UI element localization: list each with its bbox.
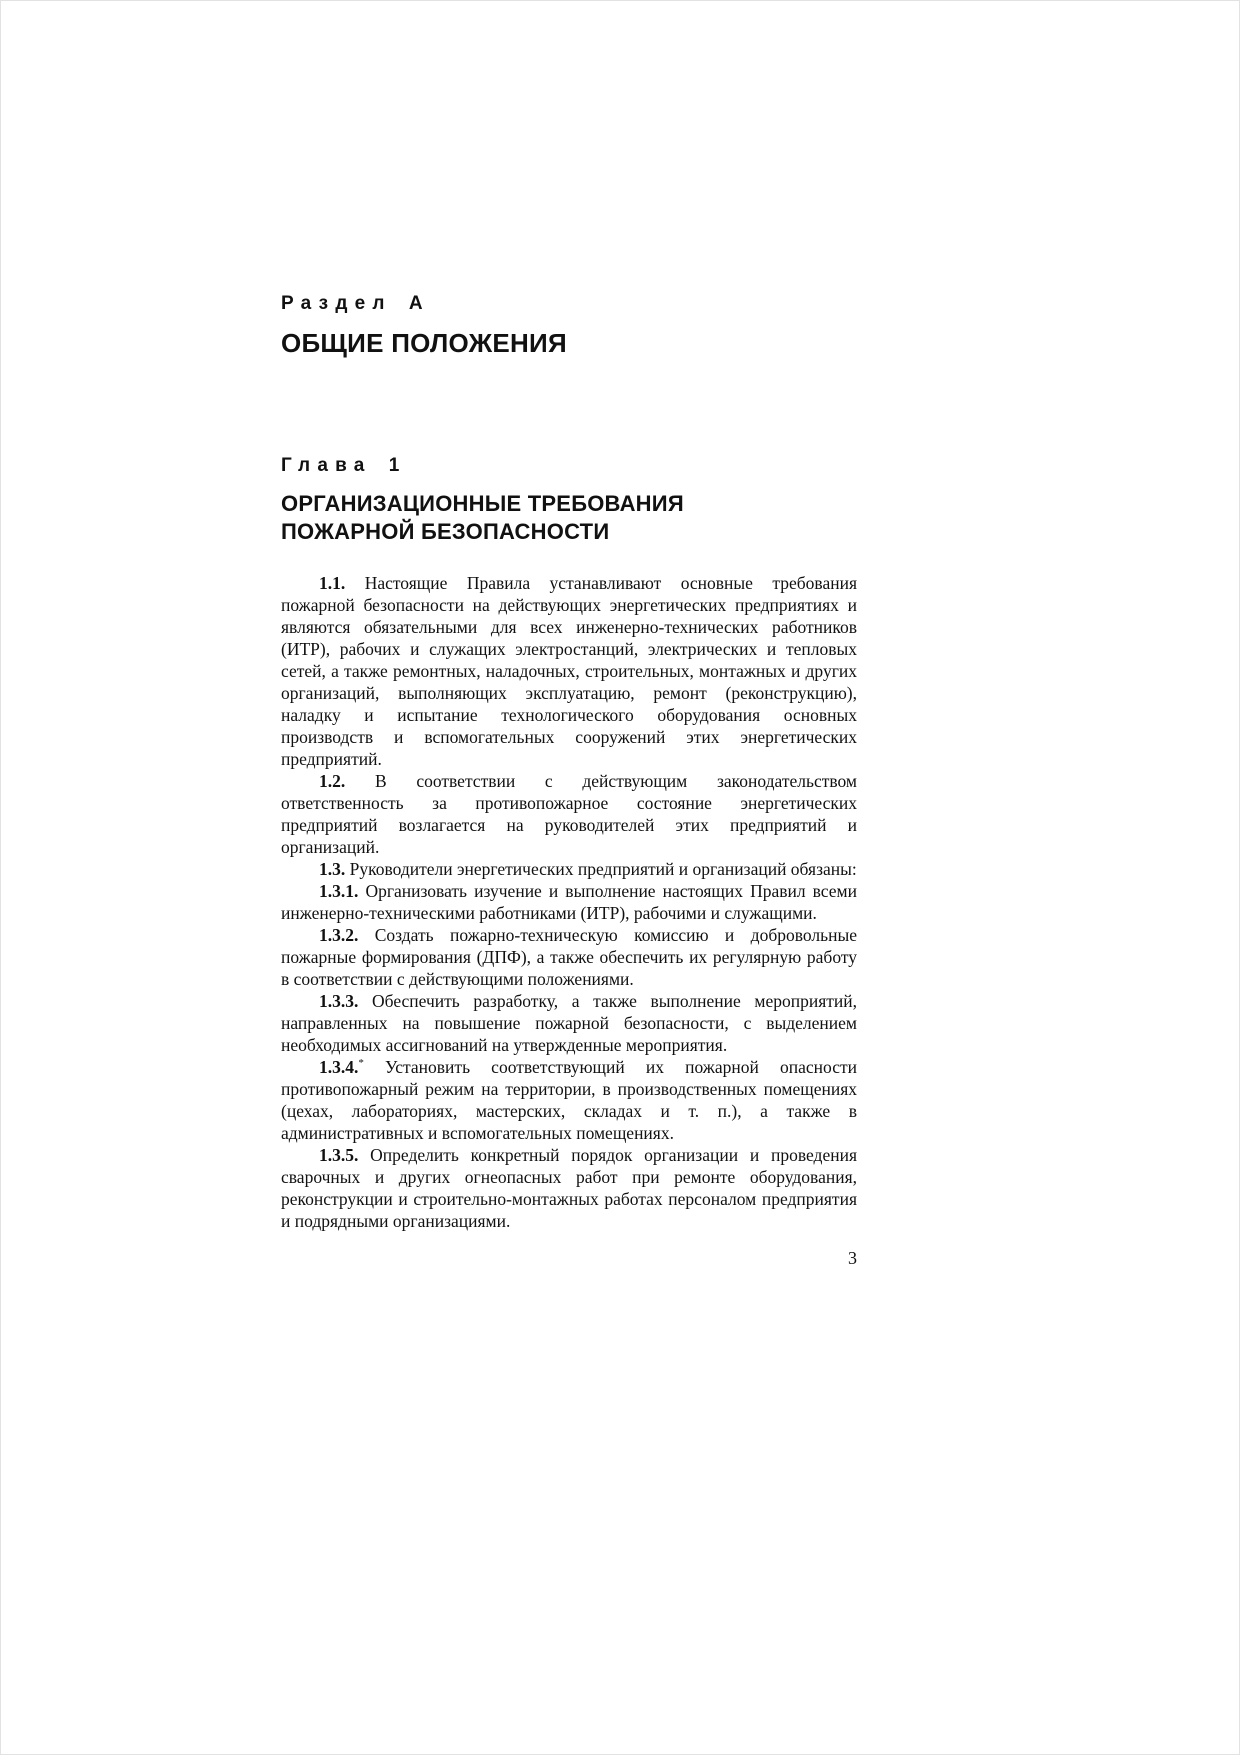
paragraph-text: Установить соответствующий их пожарной опасности противопожарный режим на территории, в производственных помещениях (цехах, лабораториях, мастерских, складах и т. п.), а также в административных и вспомогательных помещениях. — [281, 1057, 857, 1143]
paragraph-number: 1.3.3. — [319, 991, 359, 1011]
page-number: 3 — [848, 1248, 857, 1268]
chapter-title-line-1: ОРГАНИЗАЦИОННЫЕ ТРЕБОВАНИЯ — [281, 491, 684, 516]
paragraph-text: Обеспечить разработку, а также выполнение мероприятий, направленных на повышение пожарной безопасности, с выделением необходимых ассигнований на утвержденные мероприятия. — [281, 991, 858, 1055]
paragraph-text: Организовать изучение и выполнение настоящих Правил всеми инженерно-техническими работниками (ИТР), рабочими и служащими. — [281, 881, 857, 923]
paragraph-1-3 — [281, 858, 857, 880]
section-title: ОБЩИЕ ПОЛОЖЕНИЯ — [281, 328, 567, 358]
chapter-heading — [281, 455, 857, 546]
paragraph-number: 1.3.5. — [319, 1145, 359, 1165]
paragraph-number: 1.1. — [319, 573, 346, 593]
chapter-title — [281, 490, 857, 546]
chapter-kicker: Глава 1 — [281, 455, 407, 476]
paragraph-text: Определить конкретный порядок организации и проведения сварочных и других огнеопасных работ при ремонте оборудования, реконструкции и строительно-монтажных работах персоналом предприятия и подрядными организациями. — [281, 1145, 857, 1231]
paragraph-text: Руководители энергетических предприятий и организаций обязаны: — [349, 859, 857, 879]
paragraph-1-3-4 — [281, 1056, 857, 1144]
section-heading — [281, 293, 857, 359]
section-kicker: Раздел А — [281, 293, 430, 314]
paragraph-1-3-1 — [281, 880, 857, 924]
paragraph-number: 1.3.4. — [319, 1057, 359, 1077]
paragraph-1-1 — [281, 572, 857, 770]
paragraph-text: Настоящие Правила устанавливают основные требования пожарной безопасности на действующих энергетических предприятиях и являются обязательными для всех инженерно-технических работников (ИТР), рабочих и служащих электростанций, электрических и тепловых сетей, а также ремонтных, наладочных, строительных, монтажных и других организаций, выполняющих эксплуатацию, ремонт (реконструкцию), наладку и испытание технологического оборудования основных производств и вспомогательных сооружений этих энергетических предприятий. — [281, 573, 857, 769]
paragraph-1-3-3 — [281, 990, 857, 1056]
paragraph-number: 1.3. — [319, 859, 346, 879]
paragraph-1-3-2 — [281, 924, 857, 990]
paragraph-1-3-5 — [281, 1144, 857, 1232]
paragraph-number: 1.3.2. — [319, 925, 359, 945]
footnote-marker: * — [358, 1057, 364, 1070]
paragraph-text: В соответствии с действующим законодательством ответственность за противопожарное состояние энергетических предприятий возлагается на руководителей этих предприятий и организаций. — [281, 771, 857, 857]
chapter-title-line-2: ПОЖАРНОЙ БЕЗОПАСНОСТИ — [281, 519, 610, 544]
page-content — [1, 1, 1239, 1269]
paragraph-1-2 — [281, 770, 857, 858]
paragraph-number: 1.3.1. — [319, 881, 359, 901]
paragraph-number: 1.2. — [319, 771, 346, 791]
body-text — [281, 572, 857, 1232]
paragraph-text: Создать пожарно-техническую комиссию и добровольные пожарные формирования (ДПФ), а также обеспечить их регулярную работу в соответствии с действующими положениями. — [281, 925, 857, 989]
